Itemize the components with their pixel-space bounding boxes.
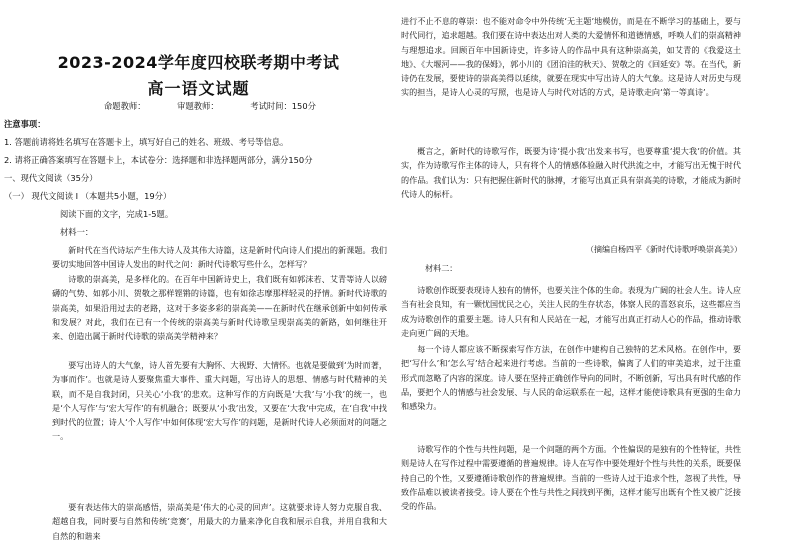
exam-meta — [104, 100, 342, 112]
left-paragraph-2: 诗歌的崇高美，是多样化的。在百年中国新诗史上，我们既有如郭沫若、艾青等诗人以磅礴的气势、如郭小川、贺敬之那样铿锵的诗篇，也有如徐志摩那样轻灵的抒情。新时代诗歌的崇高美，如果沿用过去的老路，这对于多姿多彩的崇高美——在新时代在继承创新中如何传承和发展？对此，我们在已有一个传统的崇高美与新时代诗歌呈现崇高美的新路，如何继往开来、创造出属于新时代诗歌的崇高美学精神来？ — [52, 274, 387, 341]
right-paragraph-2: 概言之，新时代的诗歌写作，既要为诗‘提小我’出发来书写，也要尊重‘提大我’的价值。其实，作为诗歌写作主体的诗人，只有将个人的情感体验融入时代洪流之中，才能写出无愧于时代的作品。我们认为：只有把握住新时代的脉搏，才能写出真正具有崇高美的诗歌，才能成为新时代诗人的标杆。 — [401, 146, 741, 199]
material-2-paragraph-2: 每一个诗人都应该不断探索写作方法，在创作中建构自己独特的艺术风格。在创作中，要把‘写什么’和‘怎么写’结合起来进行考虑。当前的一些诗歌，偏离了人们的审美追求，过于注重形式而忽略了内容的深度。诗人要在坚持正确创作导向的同时，不断创新，写出具有时代感的作品，要把个人的情感与社会发展、与人民的命运联系在一起，这样才能使诗歌具有更强的生命力和感染力。 — [401, 344, 741, 411]
reading-instruction: 阅读下面的文字，完成1-5题。 — [60, 209, 174, 219]
notes-item-2: 2. 请将正确答案填写在答题卡上，本试卷分：选择题和非选择题两部分，满分150分 — [4, 155, 313, 165]
reviewer-label: 审题教师： — [177, 101, 219, 111]
material-2-paragraph-3: 诗歌写作的个性与共性问题，是一个问题的两个方面。个性偏误的是独有的个性特征，共性则是诗人在写作过程中需要遵循的普遍规律。诗人在写作中要处理好个性与共性的关系，既要保持自己的个性，又要遵循诗歌创作的普遍规律。当前的一些诗人过于追求个性，忽视了共性，导致作品难以被读者接受。诗人要在个性与共性之间找到平衡，这样才能写出既有个性又被广泛接受的作品。 — [401, 444, 741, 511]
exam-subtitle: 高一语文试题 — [147, 79, 250, 98]
material-2-label: 材料二： — [425, 263, 458, 273]
right-paragraph-1: 进行不止不息的尊崇：也不能对命令中外传统‘无主题’地模仿，而是在不断学习的基础上，要与时代同行，追求超越。我们要在诗中表达出对人类的大爱情怀和道德情感，呼唤人们的崇高精神与理想追求。回顾百年中国新诗史，许多诗人的作品中具有这种崇高美，如艾青的《我爱这土地》、《大堰河——我的保姆》，郭小川的《团泊洼的秋天》、贺敬之的《回延安》等。在当代，新诗仍在发展，要使诗的崇高美得以延续，就要在现实中写出诗人的大气象。这是诗人对历史与现实的担当，是诗人心灵的写照，也是诗人与时代对话的方式，是诗歌走向‘第一等真诗’。 — [401, 16, 741, 98]
notes-item-1: 1. 答题前请将姓名填写在答题卡上，填写好自己的姓名、班级、考号等信息。 — [4, 137, 289, 147]
section-heading: 一、现代文阅读（35分） — [4, 173, 98, 183]
source-citation: （摘编自杨四平《新时代诗歌呼唤崇高美》） — [586, 245, 742, 254]
notes-heading: 注意事项： — [4, 119, 46, 129]
sub-section-heading: （一） 现代文阅读 I （本题共5小题，19分） — [4, 191, 172, 201]
right-column — [397, 0, 794, 560]
left-paragraph-3: 要写出诗人的大气象，诗人首先要有大胸怀、大视野、大情怀。也就是要做到‘为时而著，为事而作’。也就是诗人要聚焦重大事件、重大问题，写出诗人的思想、情感与时代精神的关联，而不是自我封闭，只关心‘小我’的悲欢。这种写作的方向既是‘大我’与‘小我’的统一，也是‘个人写作’与‘宏大写作’的有机融合；既要从‘小我’出发，又要在‘大我’中完成，在‘自我’中找到时代的位置；诗人‘个人写作’中如何体现‘宏大写作’的问题，是新时代诗人必须面对的问题之一。 — [52, 360, 387, 442]
material-2-paragraph-1: 诗歌创作既要表现诗人独有的情怀，也要关注个体的生命。表现为广阔的社会人生。诗人应当有社会良知，有一颗忧国忧民之心，关注人民的生存状态，体察人民的喜怒哀乐，这些都应当成为诗歌创作的重要主题。诗人只有和人民站在一起，才能写出真正打动人心的作品，推动诗歌走向更广阔的天地。 — [401, 285, 741, 338]
exam-title: 2023-2024学年度四校联考期中考试 — [57, 53, 340, 72]
left-paragraph-1: 新时代在当代诗坛产生伟大诗人及其伟大诗篇，这是新时代向诗人们提出的新课题。我们要切实地回答中国诗人发出的时代之问：新时代诗歌写些什么，怎样写？ — [52, 245, 387, 270]
material-1-label: 材料一： — [60, 227, 94, 237]
setter-label: 命题教师： — [104, 101, 146, 111]
exam-time: 考试时间：150分 — [250, 101, 316, 111]
left-paragraph-4: 要有表达伟大的崇高感悟，崇高美是‘伟大的心灵的回声’。这就要求诗人努力克服自我、超越自我，同时要与自然和传统‘竞赛’，用最大的力量来净化自我和展示自我，并用自我和大自然的和谐来 — [52, 502, 387, 541]
